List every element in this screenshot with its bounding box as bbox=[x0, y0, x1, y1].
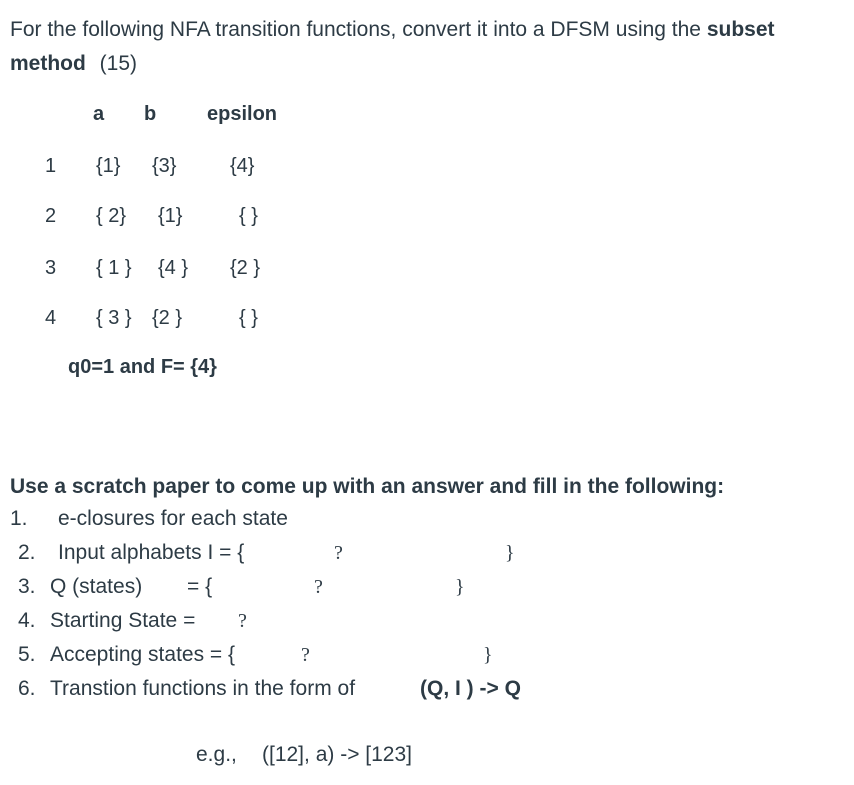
table-state-3: 3 bbox=[45, 257, 57, 279]
table-state-2: 2 bbox=[45, 205, 57, 227]
instructions-heading: Use a scratch paper to come up with an answer and fill in the following: bbox=[10, 475, 725, 498]
table-cell-2-b: {1} bbox=[158, 205, 183, 227]
table-cell-3-a: { 1 } bbox=[96, 257, 132, 279]
item-1-number: 1. bbox=[10, 507, 28, 530]
item-3-placeholder: ? bbox=[314, 576, 323, 598]
table-cell-4-eps: { } bbox=[239, 307, 258, 329]
item-4-number: 4. bbox=[18, 609, 36, 632]
item-6-text: Transtion functions in the form of bbox=[50, 677, 356, 700]
question-line-1 bbox=[10, 18, 775, 42]
example-label: e.g., bbox=[196, 743, 237, 766]
item-3-equals: = { bbox=[187, 575, 213, 598]
item-2-placeholder: ? bbox=[334, 542, 343, 564]
item-2-number: 2. bbox=[18, 541, 36, 564]
table-cell-4-a: { 3 } bbox=[96, 307, 132, 329]
item-5-placeholder: ? bbox=[301, 644, 310, 666]
table-cell-2-eps: { } bbox=[239, 205, 258, 227]
start-final-states: q0=1 and F= {4} bbox=[68, 356, 217, 378]
table-cell-1-b: {3} bbox=[152, 155, 177, 177]
table-state-4: 4 bbox=[45, 307, 57, 329]
item-4-placeholder: ? bbox=[238, 610, 247, 632]
table-header-epsilon: epsilon bbox=[207, 103, 278, 125]
item-6-form: (Q, I ) -> Q bbox=[420, 677, 521, 700]
table-cell-3-b: {4 } bbox=[158, 257, 189, 279]
table-cell-2-a: { 2} bbox=[96, 205, 127, 227]
item-2-text: Input alphabets I = { bbox=[58, 541, 245, 564]
item-5-number: 5. bbox=[18, 643, 36, 666]
question-line-2 bbox=[10, 52, 137, 76]
item-2-close-brace: } bbox=[505, 542, 515, 564]
question-intro-bold: subset bbox=[706, 18, 775, 41]
item-6-number: 6. bbox=[18, 677, 36, 700]
table-cell-3-eps: {2 } bbox=[230, 257, 261, 279]
table-cell-4-b: {2 } bbox=[152, 307, 183, 329]
item-3-text: Q (states) bbox=[50, 575, 143, 598]
question-points: (15) bbox=[99, 52, 138, 75]
item-1-text: e-closures for each state bbox=[58, 507, 288, 530]
example-value: ([12], a) -> [123] bbox=[262, 743, 412, 766]
question-intro: For the following NFA transition functions, convert it into a DFSM using the bbox=[10, 18, 707, 41]
table-cell-1-eps: {4} bbox=[230, 155, 255, 177]
item-3-close-brace: } bbox=[455, 576, 465, 598]
item-5-close-brace: } bbox=[483, 644, 493, 666]
question-method: method bbox=[10, 52, 86, 75]
table-state-1: 1 bbox=[45, 155, 57, 177]
table-header-b: b bbox=[144, 103, 157, 125]
item-3-number: 3. bbox=[18, 575, 36, 598]
item-5-text: Accepting states = { bbox=[50, 643, 236, 666]
table-cell-1-a: {1} bbox=[96, 155, 121, 177]
item-4-text: Starting State = bbox=[50, 609, 196, 632]
table-header-a: a bbox=[93, 103, 105, 125]
